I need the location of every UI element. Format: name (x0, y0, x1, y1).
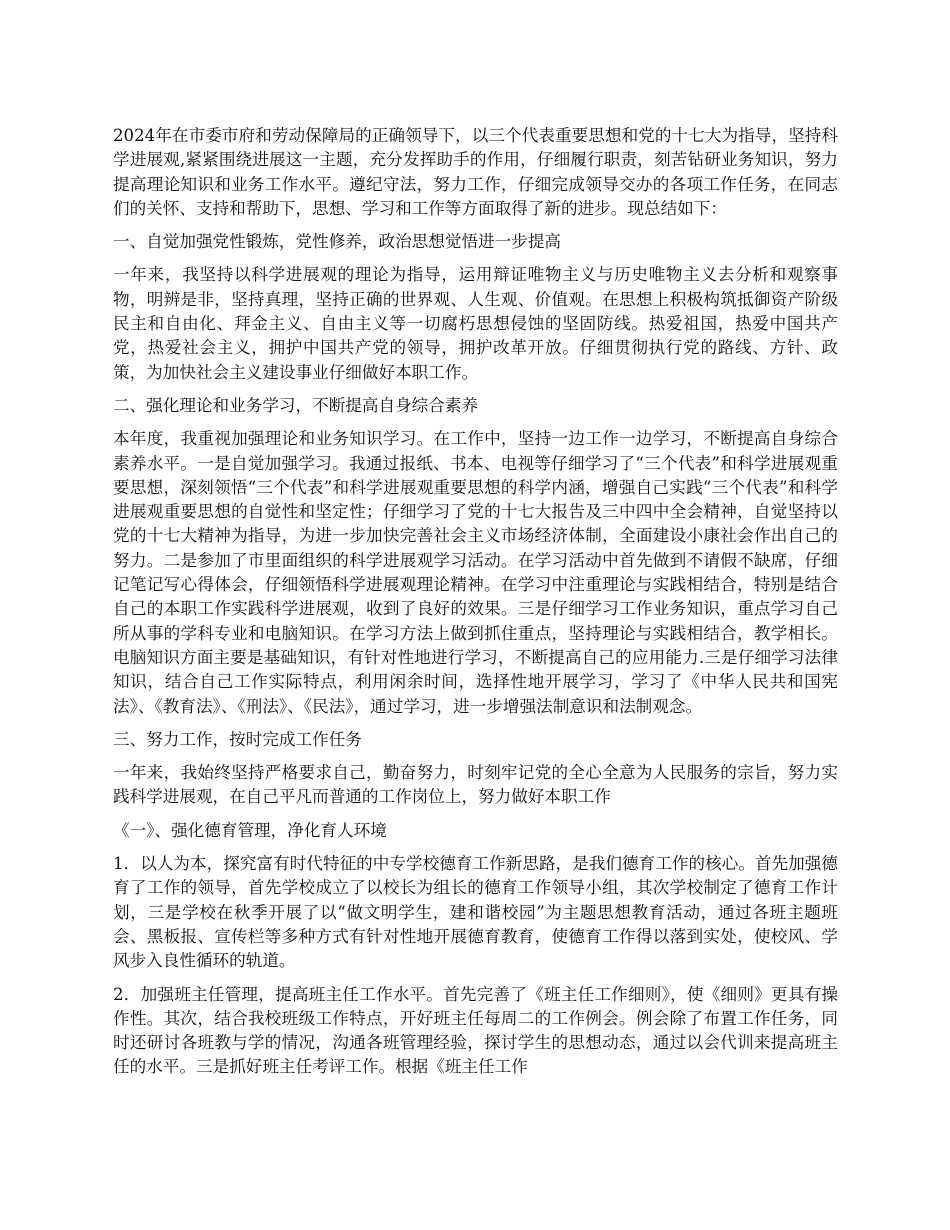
subsection-1-item-2: 2．加强班主任管理，提高班主任工作水平。首先完善了《班主任工作细则》，使《细则》更具有操作性。其次，结合我校班级工作特点，开好班主任每周二的工作例会。例会除了布置工作任务，同时还研讨各班教与学的情况，沟通各班管理经验，探讨学生的思想动态，通过以会代训来提高班主任的水平。三是抓好班主任考评工作。根据《班主任工作 (113, 984, 838, 1077)
document-body (113, 124, 838, 1089)
section-heading-1: 一、自觉加强党性锻炼，党性修养，政治思想觉悟进一步提高 (113, 232, 562, 252)
section-heading-3: 三、努力工作，按时完成工作任务 (113, 729, 362, 749)
section-heading-2: 二、强化理论和业务学习，不断提高自身综合素养 (113, 395, 479, 415)
section-2-paragraph: 本年度，我重视加强理论和业务知识学习。在工作中，坚持一边工作一边学习，不断提高自身综合素养水平。一是自觉加强学习。我通过报纸、书本、电视等仔细学习了“三个代表”和科学进展观重要思想，深刻领悟“三个代表”和科学进展观重要思想的科学内涵，增强自己实践“三个代表”和科学进展观重要思想的自觉性和坚定性；仔细学习了党的十七大报告及三中四中全会精神，自觉坚持以党的十七大精神为指导，为进一步加快完善社会主义市场经济体制，全面建设小康社会作出自己的努力。二是参加了市里面组织的科学进展观学习活动。在学习活动中首先做到不请假不缺席，仔细记笔记写心得体会，仔细领悟科学进展观理论精神。在学习中注重理论与实践相结合，特别是结合自己的本职工作实践科学进展观，收到了良好的效果。三是仔细学习工作业务知识，重点学习自己所从事的学科专业和电脑知识。在学习方法上做到抓住重点，坚持理论与实践相结合，教学相长。电脑知识方面主要是基础知识，有针对性地进行学习，不断提高自己的应用能力.三是仔细学习法律知识，结合自己工作实际特点，利用闲余时间，选择性地开展学习，学习了《中华人民共和国宪法》、《教育法》、《刑法》、《民法》，通过学习，进一步增强法制意识和法制观念。 (113, 429, 838, 716)
intro-paragraph: 2024年在市委市府和劳动保障局的正确领导下，以三个代表重要思想和党的十七大为指导，坚持科学进展观,紧紧围绕进展这一主题，充分发挥助手的作用，仔细履行职责，刻苦钻研业务知识，努力提高理论知识和业务工作水平。遵纪守法，努力工作，仔细完成领导交办的各项工作任务，在同志们的关怀、支持和帮助下，思想、学习和工作等方面取得了新的进步。现总结如下： (113, 126, 838, 218)
section-1-paragraph: 一年来，我坚持以科学进展观的理论为指导，运用辩证唯物主义与历史唯物主义去分析和观察事物，明辨是非，坚持真理，坚持正确的世界观、人生观、价值观。在思想上积极构筑抵御资产阶级民主和自由化、拜金主义、自由主义等一切腐朽思想侵蚀的坚固防线。热爱祖国，热爱中国共产党，热爱社会主义，拥护中国共产党的领导，拥护改革开放。仔细贯彻执行党的路线、方针、政策，为加快社会主义建设事业仔细做好本职工作。 (113, 265, 838, 382)
section-3-paragraph: 一年来，我始终坚持严格要求自己，勤奋努力，时刻牢记党的全心全意为人民服务的宗旨，努力实践科学进展观，在自己平凡而普通的工作岗位上，努力做好本职工作 (113, 763, 838, 807)
subsection-heading-1: 《一》、强化德育管理，净化育人环境 (113, 820, 387, 840)
subsection-1-item-1: 1．以人为本，探究富有时代特征的中专学校德育工作新思路，是我们德育工作的核心。首先加强德育了工作的领导，首先学校成立了以校长为组长的德育工作领导小组，其次学校制定了德育工作计划，三是学校在秋季开展了以“做文明学生，建和谐校园”为主题思想教育活动，通过各班主题班会、黑板报、宣传栏等多种方式有针对性地开展德育教育，使德育工作得以落到实处，使校风、学风步入良性循环的轨道。 (113, 854, 838, 971)
